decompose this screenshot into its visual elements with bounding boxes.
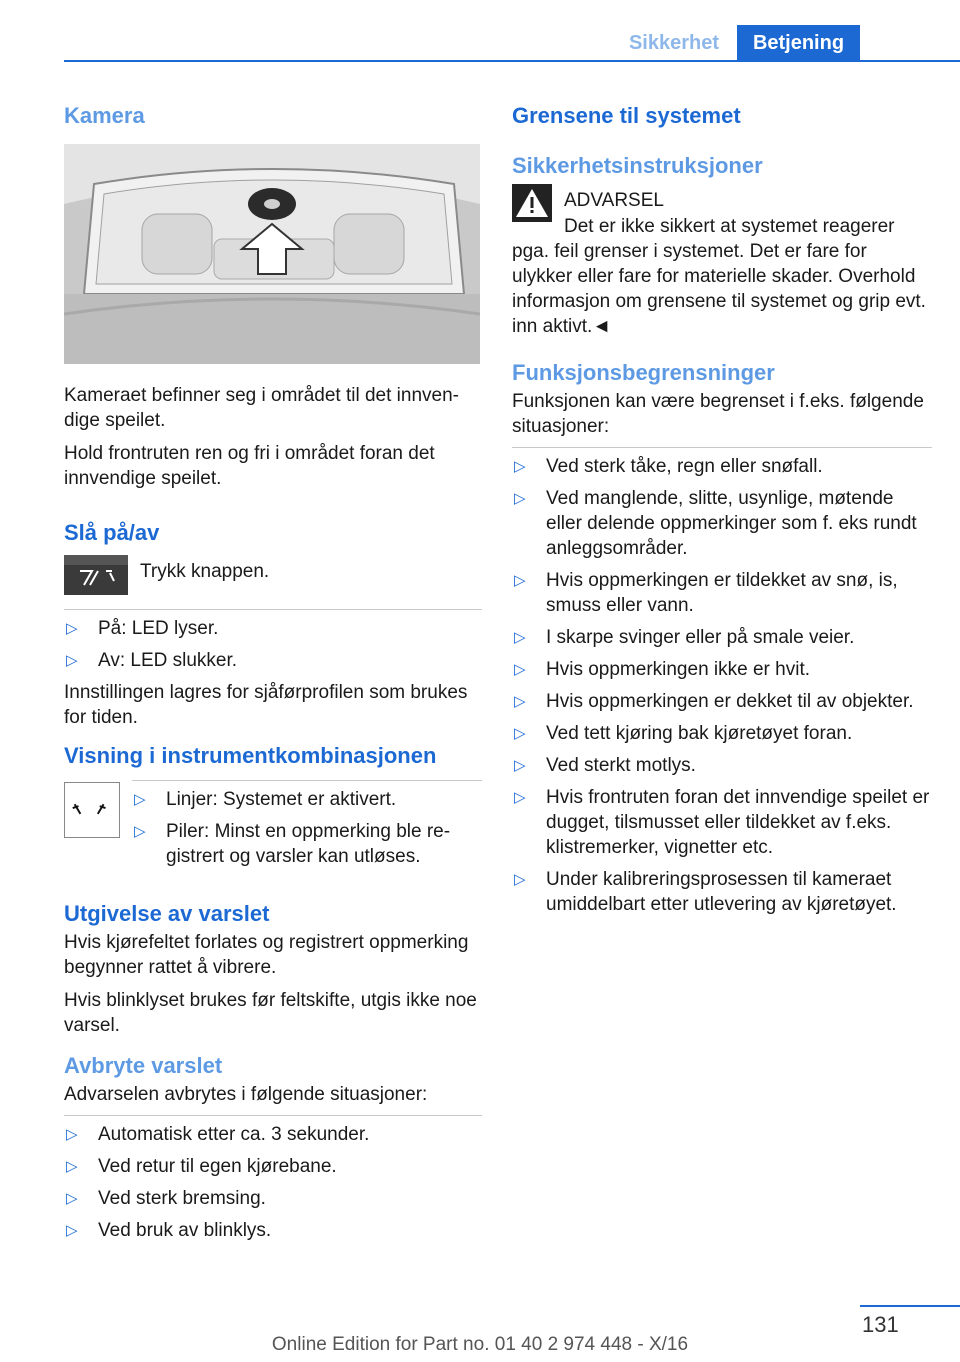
list-item: ▷ Under kalibreringsprosessen til kameraet umiddelbart etter utlevering av kjøretøyet.	[514, 869, 897, 915]
sla-list	[64, 616, 482, 673]
list-item: ▷ Ved retur til egen kjørebane.	[66, 1156, 337, 1177]
tab-betjening[interactable]: Betjening	[737, 25, 860, 62]
camera-windshield-photo	[64, 144, 480, 364]
list-item: ▷ På: LED lyser.	[66, 618, 219, 639]
list-item: ▷ Automatisk etter ca. 3 sekunder.	[66, 1124, 370, 1145]
section-title-funksjonsbegrensninger: Funksjonsbegrensninger	[512, 360, 775, 385]
triangle-bullet-icon: ▷	[514, 458, 526, 475]
tab-sikkerhet[interactable]: Sikkerhet	[628, 32, 720, 54]
list-item: ▷ Ved manglende, slitte, usynlige, møtende eller delende oppmerkinger som f. eks rundt anleggsområder.	[514, 488, 917, 559]
utgivelse-paragraph-1: Hvis kjørefeltet forlates og registrert oppmerking begynner rattet å vibrere.	[64, 932, 469, 978]
right-column	[512, 100, 932, 924]
header-rule	[64, 60, 960, 62]
triangle-bullet-icon: ▷	[514, 572, 526, 589]
funk-paragraph: Funksjonen kan være begrenset i f.eks. følgende situasjoner:	[512, 391, 924, 437]
warning-triangle-icon	[512, 184, 552, 222]
kamera-paragraph-1: Kameraet befinner seg i området til det innvendige speilet.	[64, 385, 459, 431]
triangle-bullet-icon: ▷	[514, 629, 526, 646]
section-title-avbryte: Avbryte varslet	[64, 1053, 223, 1078]
visning-list	[132, 787, 482, 869]
triangle-bullet-icon: ▷	[514, 661, 526, 678]
page-number: 131	[862, 1312, 899, 1337]
left-column	[64, 100, 482, 1250]
sla-paragraph: Innstillingen lagres for sjåførprofilen som brukes for tiden.	[64, 682, 468, 728]
triangle-bullet-icon: ▷	[514, 757, 526, 774]
section-title-grensene: Grensene til systemet	[512, 103, 741, 128]
triangle-bullet-icon: ▷	[66, 1222, 78, 1239]
list-item: ▷ Av: LED slukker.	[66, 650, 238, 671]
lane-lines-cluster-icon	[64, 782, 120, 838]
warning-label: ADVARSEL	[564, 190, 664, 211]
list-item: ▷ Hvis frontruten foran det innvendige speilet er dugget, tilsmusset eller tildekket av f.eks. klistremerker, vignetter etc.	[514, 787, 930, 858]
list-item: ▷ Ved sterk tåke, regn eller snøfall.	[514, 456, 823, 477]
section-title-utgivelse: Utgivelse av varslet	[64, 901, 270, 926]
section-title-visning: Visning i instrumentkombinasjonen	[64, 743, 437, 768]
utgivelse-paragraph-2: Hvis blinklyset brukes før feltskifte, utgis ikke noe varsel.	[64, 990, 477, 1036]
section-title-sikkerhetsinstruksjoner: Sikkerhetsinstruksjoner	[512, 153, 763, 178]
list-item: ▷ I skarpe svinger eller på smale veier.	[514, 627, 855, 648]
funk-list	[512, 454, 932, 917]
list-item: ▷ Ved sterk bremsing.	[66, 1188, 266, 1209]
sla-text: Trykk knappen.	[140, 561, 270, 582]
warning-text: Det er ikke sikkert at systemet reagerer pga. feil grenser i systemet. Det er fare for ulykker eller fare for materielle skader. Overhold informasjon om grensene til systemet og grip evt. inn aktivt.◄	[512, 216, 926, 337]
section-title-sla-pa-av: Slå på/av	[64, 520, 160, 545]
list-separator	[132, 780, 482, 781]
triangle-bullet-icon: ▷	[66, 1158, 78, 1175]
list-item: ▷ Ved tett kjøring bak kjøretøyet foran.	[514, 723, 853, 744]
kamera-paragraph-2: Hold frontruten ren og fri i området foran det innvendige speilet.	[64, 443, 435, 489]
triangle-bullet-icon: ▷	[134, 791, 146, 808]
list-item: ▷ Ved bruk av blinklys.	[66, 1220, 272, 1241]
list-separator	[64, 1115, 482, 1116]
lane-button-icon	[64, 555, 128, 595]
triangle-bullet-icon: ▷	[514, 789, 526, 806]
list-item: ▷ Hvis oppmerkingen ikke er hvit.	[514, 659, 810, 680]
triangle-bullet-icon: ▷	[514, 693, 526, 710]
triangle-bullet-icon: ▷	[66, 1126, 78, 1143]
list-item: ▷ Hvis oppmerkingen er tildekket av snø, is, smuss eller vann.	[514, 570, 898, 616]
triangle-bullet-icon: ▷	[66, 620, 78, 637]
list-separator	[512, 447, 932, 448]
triangle-bullet-icon: ▷	[134, 823, 146, 840]
triangle-bullet-icon: ▷	[514, 725, 526, 742]
avbryte-paragraph: Advarselen avbrytes i følgende situasjoner:	[64, 1084, 428, 1105]
triangle-bullet-icon: ▷	[66, 652, 78, 669]
list-item: ▷ Piler: Minst en oppmerking ble registrert og varsler kan utløses.	[134, 821, 451, 867]
list-item: ▷ Ved sterkt motlys.	[514, 755, 696, 776]
triangle-bullet-icon: ▷	[514, 490, 526, 507]
triangle-bullet-icon: ▷	[514, 871, 526, 888]
list-item: ▷ Linjer: Systemet er aktivert.	[134, 789, 397, 810]
footer-rule	[860, 1305, 960, 1307]
avbryte-list	[64, 1122, 482, 1243]
edition-note: Online Edition for Part no. 01 40 2 974 448 - X/16	[271, 1334, 689, 1355]
triangle-bullet-icon: ▷	[66, 1190, 78, 1207]
list-item: ▷ Hvis oppmerkingen er dekket til av objekter.	[514, 691, 914, 712]
section-title-kamera: Kamera	[64, 103, 145, 128]
list-separator	[64, 609, 482, 610]
